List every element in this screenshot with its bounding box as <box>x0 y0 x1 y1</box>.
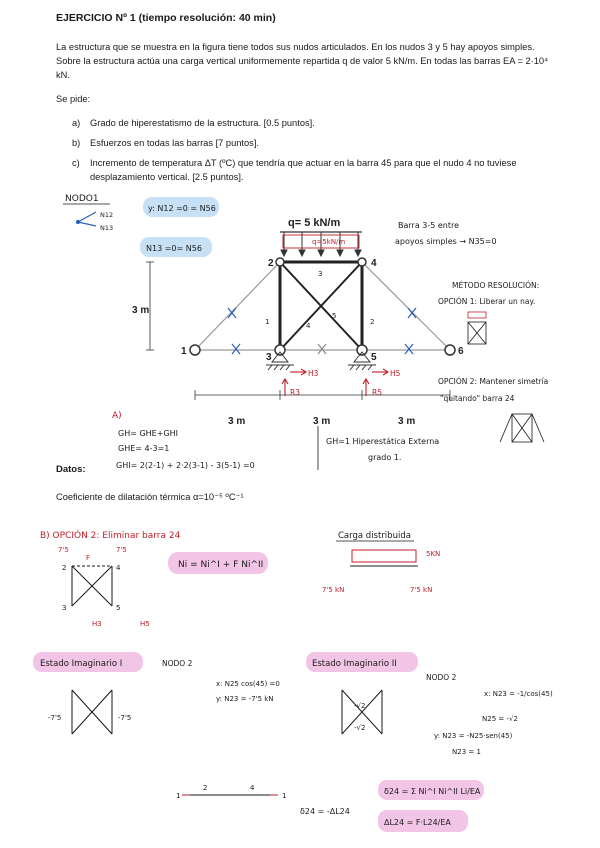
nodo1-arrows <box>77 212 97 226</box>
q-hand: q=5kN/m <box>312 238 346 246</box>
svg-text:-√2: -√2 <box>354 724 366 732</box>
span-1: 3 m <box>228 416 246 427</box>
estado2-equations <box>434 690 553 756</box>
svg-text:Barra 3-5 entre: Barra 3-5 entre <box>398 221 460 230</box>
estado1-equations <box>216 680 280 703</box>
svg-text:2: 2 <box>370 318 375 326</box>
svg-text:2: 2 <box>268 258 274 269</box>
svg-text:H3: H3 <box>92 620 102 628</box>
svg-text:-√2: -√2 <box>354 702 366 710</box>
svg-text:2: 2 <box>203 784 208 792</box>
mini-truss-1 <box>468 322 486 344</box>
part-a-result <box>326 437 439 462</box>
estado1-truss <box>72 690 112 734</box>
svg-text:GH=1 Hiperestática Externa: GH=1 Hiperestática Externa <box>326 437 440 446</box>
delta-1: δ24 = -ΔL24 <box>300 807 350 816</box>
svg-text:x: N23 = -1/cos(45): x: N23 = -1/cos(45) <box>484 690 553 698</box>
svg-text:7'5 kN: 7'5 kN <box>410 586 433 594</box>
svg-text:y: N23 = -7'5 kN: y: N23 = -7'5 kN <box>216 695 274 703</box>
svg-text:5: 5 <box>116 604 121 612</box>
svg-text:OPCIÓN 2: Mantener simetría: OPCIÓN 2: Mantener simetría <box>438 377 549 386</box>
svg-text:N25 = -√2: N25 = -√2 <box>482 715 518 723</box>
exercise-title: EJERCICIO Nº 1 (tiempo resolución: 40 min) <box>56 12 276 24</box>
svg-text:4: 4 <box>116 564 121 572</box>
question-a: a) Grado de hiperestatismo de la estructura. [0.5 puntos]. <box>72 118 315 128</box>
height-label: 3 m <box>132 305 150 316</box>
nodo1-notes <box>63 194 113 232</box>
svg-text:4: 4 <box>306 322 311 330</box>
svg-text:7'5: 7'5 <box>58 546 69 554</box>
distributed-beam-labels <box>322 550 440 594</box>
estado1-label: Estado Imaginario I <box>40 659 123 669</box>
svg-text:GH= GHE+GHI: GH= GHE+GHI <box>118 429 179 438</box>
svg-text:R3: R3 <box>290 388 300 397</box>
svg-text:1: 1 <box>181 346 187 357</box>
svg-text:-7'5: -7'5 <box>118 714 132 722</box>
svg-text:y: N23 = -N25·sen(45): y: N23 = -N25·sen(45) <box>434 732 513 740</box>
svg-text:4: 4 <box>250 784 255 792</box>
svg-text:H5: H5 <box>390 369 401 378</box>
mini-truss-1-load <box>468 312 486 318</box>
span-3: 3 m <box>398 416 416 427</box>
se-pide: Se pide: <box>56 94 91 104</box>
part-b-title: B) OPCIÓN 2: Eliminar barra 24 <box>40 531 181 541</box>
load-label: q= 5 kN/m <box>288 217 341 229</box>
truss-drawing <box>195 262 450 350</box>
svg-text:2: 2 <box>62 564 67 572</box>
span-dimension <box>195 390 450 400</box>
nodo2-1: NODO 2 <box>162 659 193 668</box>
svg-text:3: 3 <box>266 352 272 363</box>
svg-text:5: 5 <box>332 312 337 320</box>
svg-text:5KN: 5KN <box>426 550 441 558</box>
delta-2: δ24 = Σ Ni^I Ni^II Li/EA <box>384 787 481 796</box>
svg-text:N23 = 1: N23 = 1 <box>452 748 481 756</box>
svg-text:GHE= 4-3=1: GHE= 4-3=1 <box>118 444 170 453</box>
estado2-label: Estado Imaginario II <box>312 659 397 669</box>
question-c: c) Incremento de temperatura ΔT (ºC) que tendría que actuar en la barra 45 para que el nudo 4 no tuviese desplazamiento vertical. [2.5 puntos]. <box>72 158 517 182</box>
carga-distribuida: Carga distribuida <box>338 531 411 541</box>
svg-text:5: 5 <box>371 352 377 363</box>
svg-text:OPCIÓN 1: Liberar un nay.: OPCIÓN 1: Liberar un nay. <box>438 297 536 306</box>
svg-text:GHI= 2(2-1) + 2·2(3-1) - 3(5-1: GHI= 2(2-1) + 2·2(3-1) - 3(5-1) =0 <box>116 461 255 470</box>
question-b: b) Esfuerzos en todas las barras [7 puntos]. <box>72 138 259 148</box>
span-2: 3 m <box>313 416 331 427</box>
svg-text:x: N25 cos(45) =0: x: N25 cos(45) =0 <box>216 680 280 688</box>
part-a-label: A) <box>112 411 122 421</box>
svg-text:3: 3 <box>62 604 67 612</box>
svg-text:R5: R5 <box>372 388 382 397</box>
svg-text:H3: H3 <box>308 369 319 378</box>
datos-label: Datos: <box>56 464 86 475</box>
svg-text:MÉTODO RESOLUCIÓN:: MÉTODO RESOLUCIÓN: <box>452 281 540 290</box>
reaction-labels <box>290 369 401 397</box>
superposition: Ni = Ni^I + F Ni^II <box>178 560 264 570</box>
svg-text:N12: N12 <box>100 211 114 219</box>
svg-text:7'5 kN: 7'5 kN <box>322 586 345 594</box>
part-a-equations <box>116 429 255 470</box>
svg-text:1: 1 <box>176 792 181 800</box>
mini-truss-2 <box>500 414 544 442</box>
zero-bar-marks <box>228 308 416 354</box>
svg-text:-7'5: -7'5 <box>48 714 62 722</box>
delta-3: ΔL24 = F·L24/EA <box>384 818 451 827</box>
svg-text:grado 1.: grado 1. <box>368 453 402 462</box>
svg-text:H5: H5 <box>140 620 150 628</box>
statement-intro: La estructura que se muestra en la figura tiene todos sus nudos articulados. En los nudos 3 y 5 hay apoyos simples. Sobre la estructura actúa una carga vertical uniformemente repartida q de valor 5 kN/m. En todas las barras EA = 2·10⁴ kN. <box>56 42 549 80</box>
eq-y: y: N12 =0 = N56 <box>148 204 216 213</box>
svg-text:1: 1 <box>282 792 287 800</box>
thermal-coefficient: Coeficiente de dilatación térmica α=10⁻⁵ ºC⁻¹ <box>56 492 244 502</box>
svg-text:apoyos simples → N35=0: apoyos simples → N35=0 <box>395 237 497 246</box>
svg-text:1: 1 <box>265 318 270 326</box>
svg-text:6: 6 <box>458 346 464 357</box>
nodo2-2: NODO 2 <box>426 673 457 682</box>
bar-24-labels <box>176 784 286 800</box>
svg-text:4: 4 <box>371 258 377 269</box>
node-labels <box>181 258 464 363</box>
svg-text:F: F <box>86 554 91 562</box>
eq-n13: N13 =0= N56 <box>146 244 202 253</box>
svg-text:7'5: 7'5 <box>116 546 127 554</box>
svg-text:NODO1: NODO1 <box>65 194 99 204</box>
distributed-beam <box>350 550 418 566</box>
part-b-truss <box>72 566 112 606</box>
svg-text:3: 3 <box>318 270 323 278</box>
svg-text:N13: N13 <box>100 224 114 232</box>
svg-text:"quitando" barra 24: "quitando" barra 24 <box>440 394 515 403</box>
estado2-labels <box>354 702 365 732</box>
